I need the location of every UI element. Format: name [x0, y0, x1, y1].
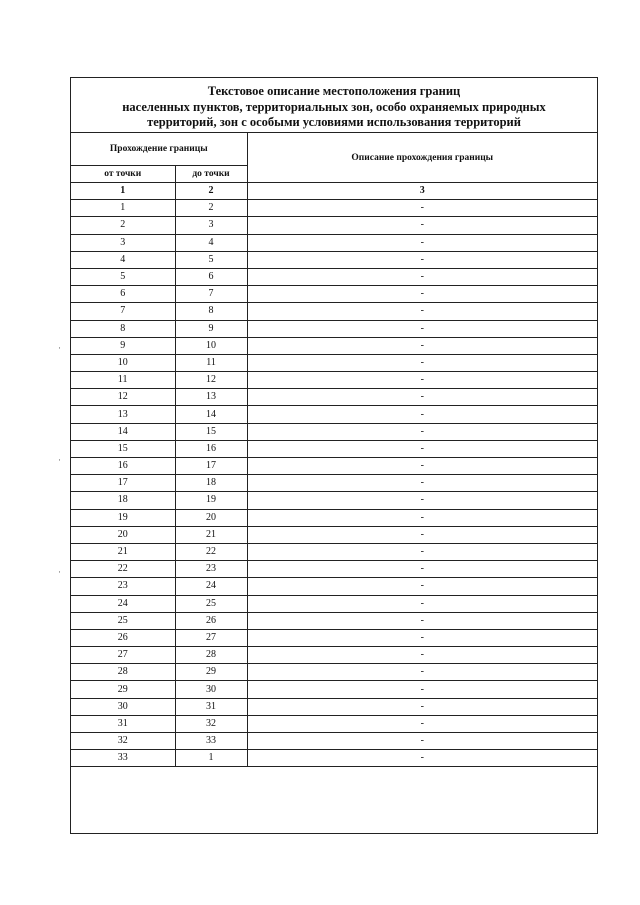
table-row — [71, 475, 597, 492]
description-cell: - — [247, 406, 597, 423]
table-row — [71, 303, 597, 320]
description-cell: - — [247, 251, 597, 268]
from-point-cell: 31 — [71, 715, 175, 732]
from-point-cell: 10 — [71, 354, 175, 371]
from-point-cell: 11 — [71, 372, 175, 389]
table-row — [71, 492, 597, 509]
description-cell: - — [247, 372, 597, 389]
description-cell: - — [247, 337, 597, 354]
from-point-cell: 15 — [71, 440, 175, 457]
to-point-cell: 26 — [175, 612, 247, 629]
to-point-cell: 30 — [175, 681, 247, 698]
from-point-cell: 9 — [71, 337, 175, 354]
table-row — [71, 217, 597, 234]
to-point-cell: 12 — [175, 372, 247, 389]
from-point-cell: 27 — [71, 647, 175, 664]
table-row — [71, 629, 597, 646]
table-row — [71, 561, 597, 578]
column-number-row — [71, 183, 597, 200]
to-point-cell: 19 — [175, 492, 247, 509]
from-point-cell: 18 — [71, 492, 175, 509]
table-row — [71, 234, 597, 251]
to-point-cell: 28 — [175, 647, 247, 664]
description-cell: - — [247, 268, 597, 285]
table-row — [71, 268, 597, 285]
from-point-cell: 29 — [71, 681, 175, 698]
boundary-table — [71, 133, 597, 767]
description-cell: - — [247, 681, 597, 698]
to-point-cell: 10 — [175, 337, 247, 354]
scan-speck: · — [58, 343, 61, 353]
to-point-cell: 32 — [175, 715, 247, 732]
to-point-cell: 23 — [175, 561, 247, 578]
to-point-header: до точки — [175, 166, 247, 183]
to-point-cell: 27 — [175, 629, 247, 646]
description-cell: - — [247, 561, 597, 578]
description-cell: - — [247, 509, 597, 526]
table-row — [71, 372, 597, 389]
table-row — [71, 543, 597, 560]
description-cell: - — [247, 303, 597, 320]
table-row — [71, 354, 597, 371]
from-point-cell: 17 — [71, 475, 175, 492]
table-row — [71, 595, 597, 612]
from-point-cell: 33 — [71, 750, 175, 767]
from-point-cell: 6 — [71, 286, 175, 303]
from-point-cell: 2 — [71, 217, 175, 234]
from-point-cell: 26 — [71, 629, 175, 646]
to-point-cell: 11 — [175, 354, 247, 371]
from-point-cell: 1 — [71, 200, 175, 217]
table-row — [71, 664, 597, 681]
table-row — [71, 440, 597, 457]
document-title — [71, 78, 597, 133]
table-row — [71, 647, 597, 664]
to-point-cell: 6 — [175, 268, 247, 285]
title-line-3: территорий, зон с особыми условиями использования территорий — [147, 115, 521, 129]
to-point-cell: 25 — [175, 595, 247, 612]
description-cell: - — [247, 200, 597, 217]
from-point-cell: 19 — [71, 509, 175, 526]
from-point-cell: 16 — [71, 458, 175, 475]
to-point-cell: 31 — [175, 698, 247, 715]
from-point-cell: 14 — [71, 423, 175, 440]
from-point-cell: 32 — [71, 733, 175, 750]
description-cell: - — [247, 715, 597, 732]
table-row — [71, 526, 597, 543]
to-point-cell: 22 — [175, 543, 247, 560]
from-point-cell: 22 — [71, 561, 175, 578]
from-point-cell: 5 — [71, 268, 175, 285]
header-row-1 — [71, 133, 597, 166]
from-point-cell: 24 — [71, 595, 175, 612]
to-point-cell: 9 — [175, 320, 247, 337]
table-row — [71, 320, 597, 337]
from-point-cell: 28 — [71, 664, 175, 681]
to-point-cell: 2 — [175, 200, 247, 217]
from-point-header: от точки — [71, 166, 175, 183]
scan-speck: · — [58, 455, 61, 465]
to-point-cell: 13 — [175, 389, 247, 406]
description-cell: - — [247, 578, 597, 595]
description-cell: - — [247, 234, 597, 251]
from-point-cell: 4 — [71, 251, 175, 268]
column-number: 2 — [175, 183, 247, 200]
table-row — [71, 578, 597, 595]
description-cell: - — [247, 698, 597, 715]
table-row — [71, 458, 597, 475]
column-number: 3 — [247, 183, 597, 200]
description-cell: - — [247, 440, 597, 457]
column-number: 1 — [71, 183, 175, 200]
boundary-passage-header: Прохождение границы — [71, 133, 247, 166]
table-row — [71, 337, 597, 354]
from-point-cell: 30 — [71, 698, 175, 715]
to-point-cell: 3 — [175, 217, 247, 234]
description-cell: - — [247, 286, 597, 303]
scan-speck: · — [58, 567, 61, 577]
to-point-cell: 8 — [175, 303, 247, 320]
description-cell: - — [247, 492, 597, 509]
table-row — [71, 286, 597, 303]
from-point-cell: 8 — [71, 320, 175, 337]
from-point-cell: 20 — [71, 526, 175, 543]
table-row — [71, 389, 597, 406]
description-cell: - — [247, 664, 597, 681]
from-point-cell: 12 — [71, 389, 175, 406]
to-point-cell: 5 — [175, 251, 247, 268]
description-cell: - — [247, 647, 597, 664]
table-body — [71, 200, 597, 767]
title-line-1: Текстовое описание местоположения границ — [207, 84, 461, 98]
table-row — [71, 750, 597, 767]
table-row — [71, 406, 597, 423]
to-point-cell: 7 — [175, 286, 247, 303]
description-cell: - — [247, 217, 597, 234]
to-point-cell: 24 — [175, 578, 247, 595]
boundary-description-form — [70, 77, 598, 834]
to-point-cell: 15 — [175, 423, 247, 440]
description-cell: - — [247, 750, 597, 767]
description-cell: - — [247, 475, 597, 492]
from-point-cell: 7 — [71, 303, 175, 320]
to-point-cell: 18 — [175, 475, 247, 492]
description-cell: - — [247, 389, 597, 406]
description-cell: - — [247, 354, 597, 371]
description-cell: - — [247, 458, 597, 475]
to-point-cell: 20 — [175, 509, 247, 526]
from-point-cell: 3 — [71, 234, 175, 251]
table-row — [71, 612, 597, 629]
table-row — [71, 200, 597, 217]
from-point-cell: 21 — [71, 543, 175, 560]
to-point-cell: 21 — [175, 526, 247, 543]
description-cell: - — [247, 423, 597, 440]
title-line-2: населенных пунктов, территориальных зон, особо охраняемых природных — [122, 99, 546, 114]
table-row — [71, 715, 597, 732]
description-cell: - — [247, 526, 597, 543]
to-point-cell: 17 — [175, 458, 247, 475]
from-point-cell: 23 — [71, 578, 175, 595]
description-cell: - — [247, 320, 597, 337]
description-cell: - — [247, 595, 597, 612]
description-header: Описание прохождения границы — [247, 133, 597, 183]
table-row — [71, 698, 597, 715]
to-point-cell: 29 — [175, 664, 247, 681]
description-cell: - — [247, 543, 597, 560]
from-point-cell: 25 — [71, 612, 175, 629]
description-cell: - — [247, 612, 597, 629]
description-cell: - — [247, 733, 597, 750]
to-point-cell: 33 — [175, 733, 247, 750]
table-row — [71, 509, 597, 526]
from-point-cell: 13 — [71, 406, 175, 423]
to-point-cell: 16 — [175, 440, 247, 457]
to-point-cell: 1 — [175, 750, 247, 767]
table-row — [71, 423, 597, 440]
description-cell: - — [247, 629, 597, 646]
table-row — [71, 681, 597, 698]
table-row — [71, 733, 597, 750]
to-point-cell: 14 — [175, 406, 247, 423]
table-row — [71, 251, 597, 268]
to-point-cell: 4 — [175, 234, 247, 251]
